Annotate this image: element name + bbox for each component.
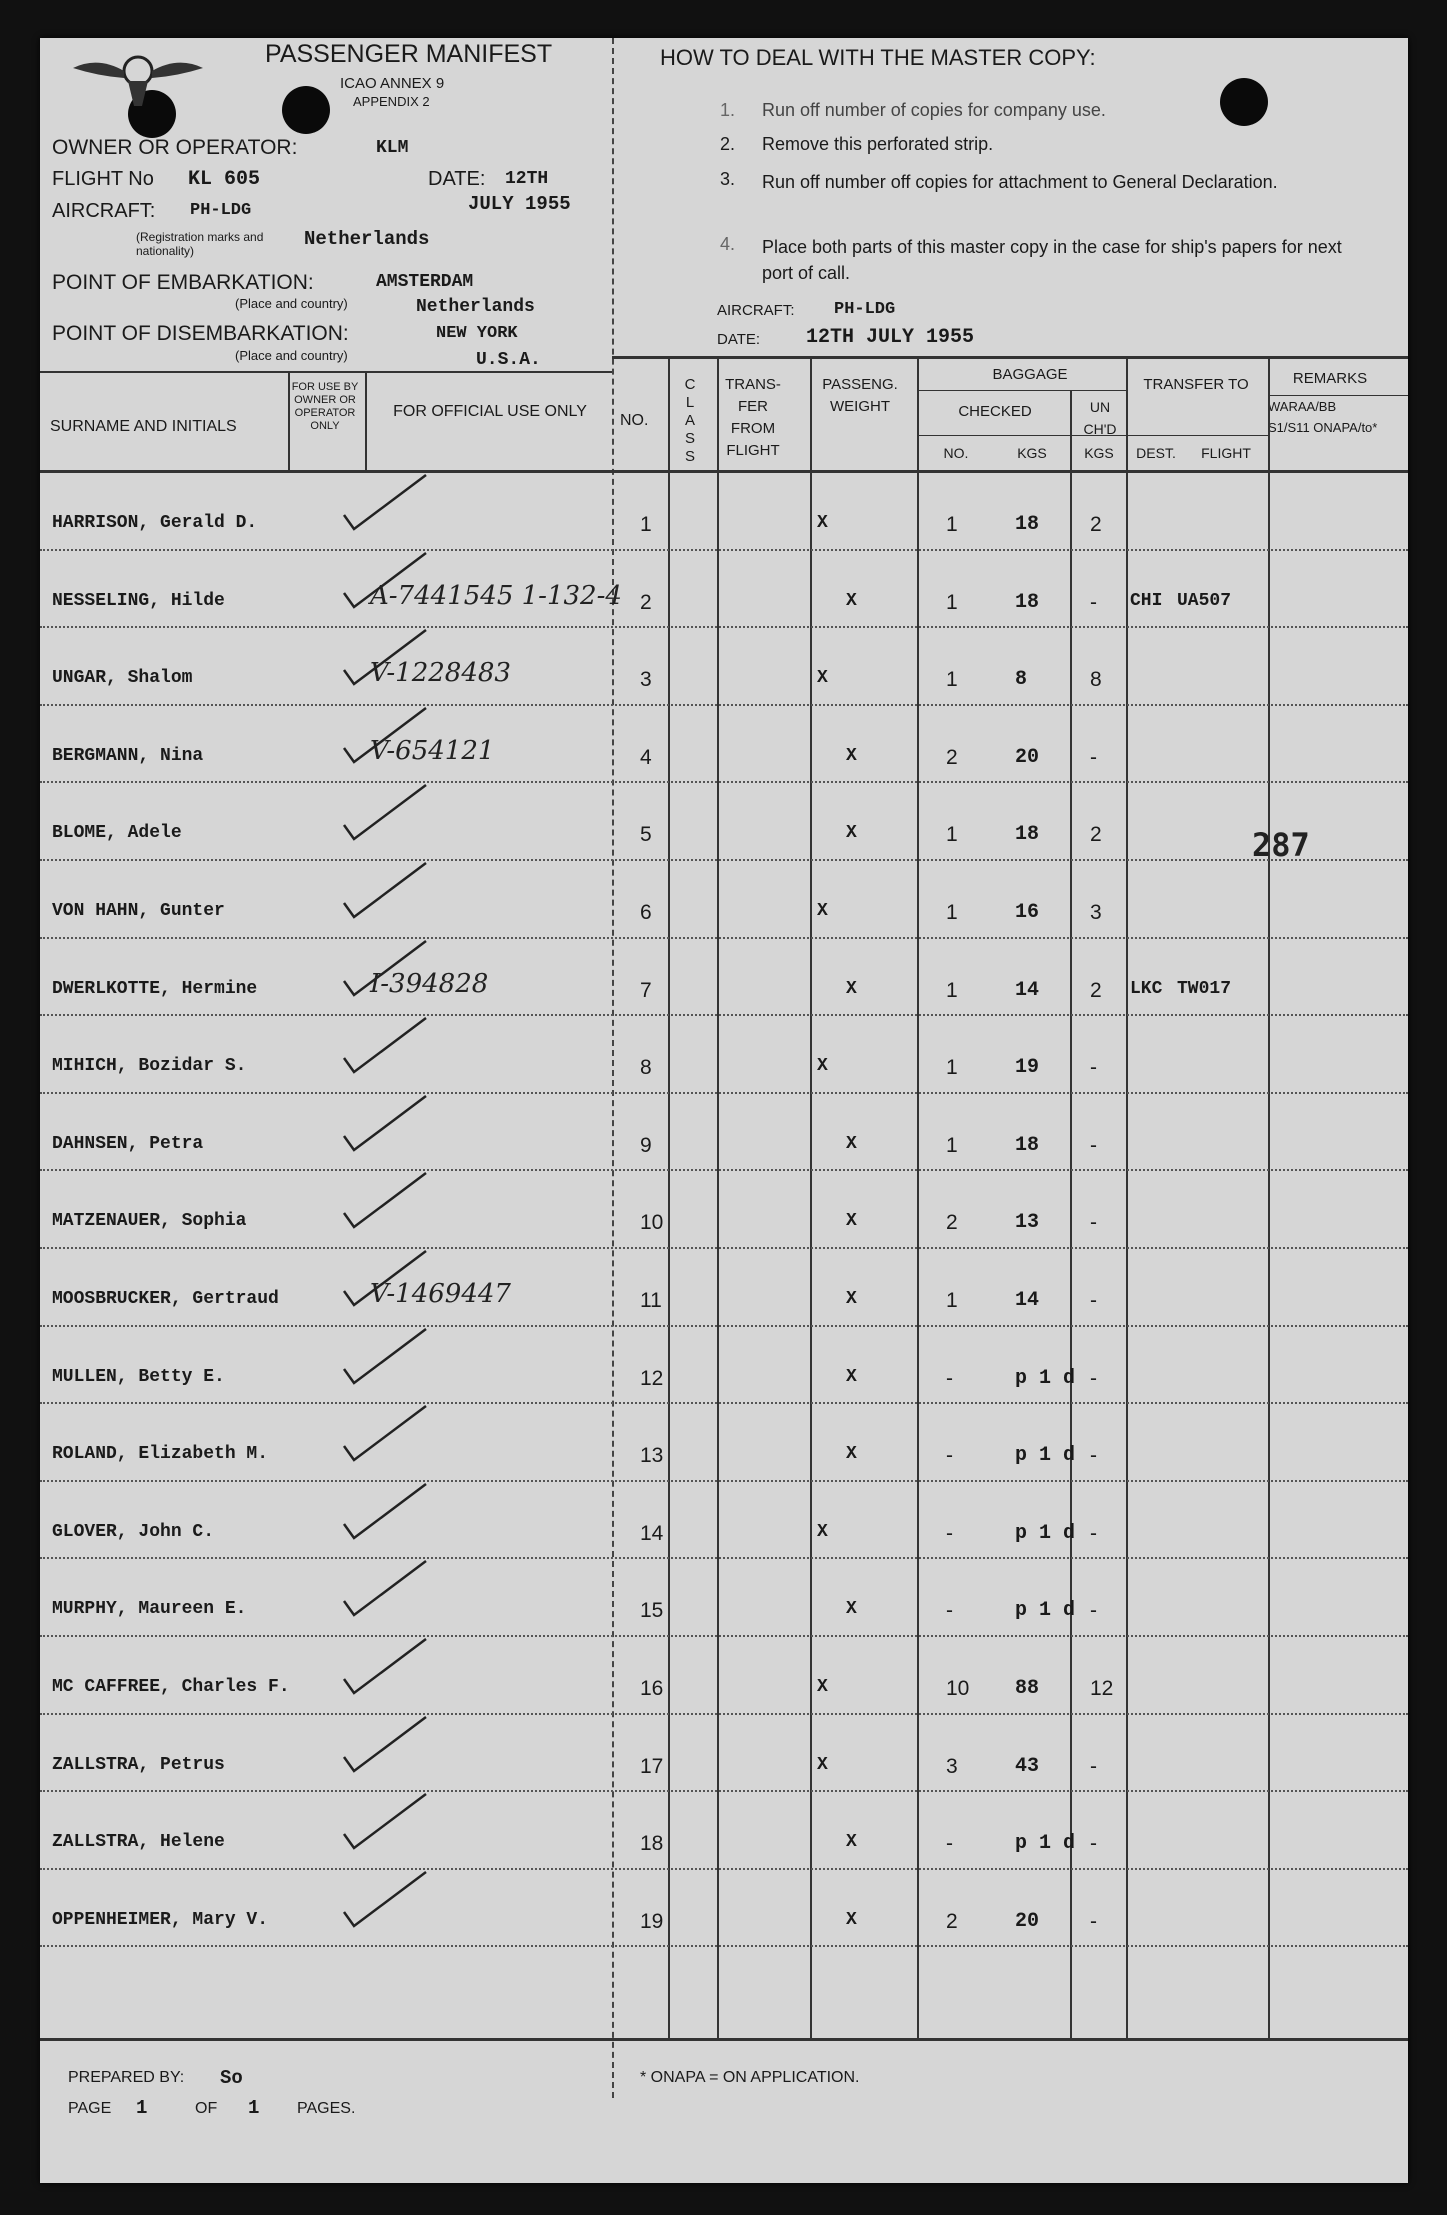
passenger-name: DAHNSEN, Petra xyxy=(52,1133,204,1154)
pages-label: PAGES. xyxy=(297,2100,356,2117)
transfer-flight: TW017 xyxy=(1177,978,1232,999)
header-divider-right xyxy=(612,356,1408,359)
flight-value: KL 605 xyxy=(188,168,261,191)
bag-count: 1 xyxy=(946,978,958,1002)
check-mark-icon xyxy=(340,1010,430,1080)
check-mark-icon xyxy=(340,1165,430,1235)
col-kgs: KGS xyxy=(1017,445,1047,461)
nationality-value: Netherlands xyxy=(304,228,430,250)
passenger-name: UNGAR, Shalom xyxy=(52,668,193,689)
bag-kgs: 18 xyxy=(1015,513,1040,536)
col-dest: DEST. xyxy=(1136,445,1176,461)
col-divider xyxy=(365,371,367,471)
instruction-1-num: 1. xyxy=(720,100,736,120)
bag-count: - xyxy=(946,1832,953,1856)
owner-label: OWNER OR OPERATOR: xyxy=(52,136,298,159)
col-class-label: CLASS xyxy=(684,376,696,465)
disembarkation-country: U.S.A. xyxy=(476,350,541,370)
bag-count: 1 xyxy=(946,668,958,692)
baggage-subrule xyxy=(917,390,1126,391)
bag-kgs: 20 xyxy=(1015,745,1040,769)
registration-note: (Registration marks and nationality) xyxy=(136,230,264,258)
col-no: NO. xyxy=(620,412,649,429)
bag-kgs: p 1 d xyxy=(1015,1599,1076,1623)
table-row xyxy=(40,628,1408,706)
passenger-number: 2 xyxy=(640,590,652,614)
passenger-name: VON HAHN, Gunter xyxy=(52,901,225,921)
check-mark-icon xyxy=(340,545,430,615)
weight-mark: X xyxy=(817,1521,828,1542)
instruction-2-num: 2. xyxy=(720,134,736,154)
bag-kgs: 88 xyxy=(1015,1677,1040,1700)
check-mark-icon xyxy=(340,1553,430,1623)
official-use-entry: I-394828 xyxy=(370,968,489,999)
unchecked-kgs: - xyxy=(1090,1599,1097,1623)
unchecked-kgs: - xyxy=(1090,745,1097,769)
instruction-3-num: 3. xyxy=(720,169,736,189)
bag-count: - xyxy=(946,1444,953,1468)
weight-mark: X xyxy=(846,1444,857,1465)
col-owner-use: FOR USE BY OWNER OR OPERATOR ONLY xyxy=(291,381,359,432)
passenger-number: 11 xyxy=(640,1289,662,1312)
transfer-flight: UA507 xyxy=(1177,590,1232,611)
passenger-number: 5 xyxy=(640,823,652,847)
passenger-name: HARRISON, Gerald D. xyxy=(52,513,258,533)
bag-count: 10 xyxy=(946,1677,970,1700)
prepared-by-label: PREPARED BY: xyxy=(68,2069,185,2086)
passenger-number: 17 xyxy=(640,1754,664,1778)
weight-mark: X xyxy=(817,1677,828,1697)
passenger-name: OPPENHEIMER, Mary V. xyxy=(52,1909,269,1930)
passenger-name: BERGMANN, Nina xyxy=(52,745,204,766)
disembarkation-label: POINT OF DISEMBARKATION: xyxy=(52,322,349,345)
klm-winged-logo xyxy=(68,46,208,116)
bag-count: 1 xyxy=(946,823,958,847)
unchecked-kgs: 3 xyxy=(1090,901,1102,924)
aircraft-label: AIRCRAFT: xyxy=(52,200,156,222)
date-value-day: 12TH xyxy=(505,169,549,189)
instruction-2-text: Remove this perforated strip. xyxy=(762,134,994,154)
passenger-number: 12 xyxy=(640,1366,664,1390)
embarkation-label: POINT OF EMBARKATION: xyxy=(52,271,314,294)
bag-kgs: p 1 d xyxy=(1015,1521,1076,1545)
page-value: 1 xyxy=(136,2097,148,2119)
passenger-number: 19 xyxy=(640,1909,664,1933)
disembarkation-city: NEW YORK xyxy=(436,324,518,343)
table-row xyxy=(40,1637,1408,1715)
official-use-entry: V-1228483 xyxy=(370,658,511,689)
passenger-number: 4 xyxy=(640,745,652,769)
check-mark-icon xyxy=(340,1321,430,1391)
bag-kgs: p 1 d xyxy=(1015,1444,1076,1468)
instruction-4-text: Place both parts of this master copy in the case for ship's papers for next port of call. xyxy=(762,237,1342,283)
weight-mark: X xyxy=(817,1056,828,1077)
of-value: 1 xyxy=(248,2097,260,2119)
official-use-entry: V-654121 xyxy=(370,735,495,766)
unchecked-kgs: - xyxy=(1090,1133,1097,1157)
col-official: FOR OFFICIAL USE ONLY xyxy=(393,403,587,420)
unchecked-kgs: - xyxy=(1090,1366,1097,1390)
bag-count: 1 xyxy=(946,513,958,536)
passenger-number: 3 xyxy=(640,668,652,692)
page-label: PAGE xyxy=(68,2100,112,2117)
header-divider xyxy=(40,371,612,373)
bag-kgs: 14 xyxy=(1015,1289,1040,1312)
check-mark-icon xyxy=(340,1398,430,1468)
table-row xyxy=(40,1171,1408,1249)
check-mark-icon xyxy=(340,467,430,537)
bag-kgs: 8 xyxy=(1015,668,1028,692)
weight-mark: X xyxy=(846,1133,857,1154)
check-mark-icon xyxy=(340,1476,430,1546)
bag-count: 2 xyxy=(946,1909,958,1933)
onapa-note: * ONAPA = ON APPLICATION. xyxy=(640,2069,860,2086)
baggage-subrule xyxy=(917,435,1268,436)
unchecked-kgs: - xyxy=(1090,590,1097,614)
right-date-label: DATE: xyxy=(717,331,761,348)
bag-kgs: 18 xyxy=(1015,1133,1040,1157)
unchecked-kgs: - xyxy=(1090,1521,1097,1545)
annex-label: ICAO ANNEX 9 xyxy=(340,75,445,92)
table-row xyxy=(40,783,1408,861)
col-transfer-from: TRANS- FER FROM FLIGHT xyxy=(725,376,781,459)
table-row xyxy=(40,1016,1408,1094)
disembarkation-note: (Place and country) xyxy=(235,348,348,363)
embarkation-country: Netherlands xyxy=(416,297,535,317)
unchecked-kgs: 2 xyxy=(1090,513,1102,536)
table-row xyxy=(40,1559,1408,1637)
passenger-number: 16 xyxy=(640,1677,664,1700)
passenger-number: 9 xyxy=(640,1133,652,1157)
unchecked-kgs: 8 xyxy=(1090,668,1102,692)
remarks-note: 287 xyxy=(1252,826,1310,864)
bag-kgs: 18 xyxy=(1015,590,1040,614)
table-row xyxy=(40,1094,1408,1172)
embarkation-note: (Place and country) xyxy=(235,296,348,311)
weight-mark: X xyxy=(846,745,857,766)
date-label: DATE: xyxy=(428,168,486,190)
unchecked-kgs: - xyxy=(1090,1832,1097,1856)
bag-count: 1 xyxy=(946,901,958,924)
passenger-name: ZALLSTRA, Petrus xyxy=(52,1754,225,1775)
passenger-number: 8 xyxy=(640,1056,652,1080)
weight-mark: X xyxy=(846,1211,857,1232)
of-label: OF xyxy=(195,2100,218,2117)
transfer-dest: CHI xyxy=(1130,590,1163,611)
unchecked-kgs: 12 xyxy=(1090,1677,1114,1700)
check-mark-icon xyxy=(340,622,430,692)
bag-kgs: 19 xyxy=(1015,1056,1040,1080)
bag-count: 2 xyxy=(946,1211,958,1235)
right-aircraft-value: PH-LDG xyxy=(834,300,896,319)
table-row xyxy=(40,1870,1408,1948)
unchecked-kgs: 2 xyxy=(1090,978,1102,1002)
col-checked: CHECKED xyxy=(958,403,1032,420)
col-divider xyxy=(288,371,290,471)
passenger-number: 10 xyxy=(640,1211,664,1235)
unchecked-kgs: - xyxy=(1090,1444,1097,1468)
weight-mark: X xyxy=(817,668,828,689)
weight-mark: X xyxy=(846,1832,857,1853)
col-remarks-sub: WARAA/BB S1/S11 ONAPA/to* xyxy=(1268,399,1378,435)
table-row xyxy=(40,1327,1408,1405)
right-date-value: 12TH JULY 1955 xyxy=(806,326,975,349)
col-remarks: REMARKS xyxy=(1292,370,1368,387)
instruction-4-num: 4. xyxy=(720,234,736,254)
weight-mark: X xyxy=(817,901,828,921)
col-passeng-weight: PASSENG. WEIGHT xyxy=(822,376,898,415)
check-mark-icon xyxy=(340,777,430,847)
bag-count: 1 xyxy=(946,1056,958,1080)
unchecked-kgs: - xyxy=(1090,1909,1097,1933)
bag-kgs: 13 xyxy=(1015,1211,1040,1235)
bag-kgs: p 1 d xyxy=(1015,1366,1076,1390)
flight-label: FLIGHT No xyxy=(52,168,154,190)
bag-kgs: 18 xyxy=(1015,823,1040,847)
check-mark-icon xyxy=(340,1243,430,1313)
passenger-number: 1 xyxy=(640,513,652,536)
table-row xyxy=(40,706,1408,784)
weight-mark: X xyxy=(846,1909,857,1930)
weight-mark: X xyxy=(846,590,857,611)
check-mark-icon xyxy=(340,1864,430,1934)
bag-kgs: p 1 d xyxy=(1015,1832,1076,1856)
bag-kgs: 20 xyxy=(1015,1909,1040,1933)
col-transfer-to: TRANSFER TO xyxy=(1143,376,1249,393)
col-unchd: UN CH'D xyxy=(1083,399,1117,437)
official-use-entry: A-7441545 1-132-4 xyxy=(370,580,622,611)
passenger-number: 15 xyxy=(640,1599,664,1623)
col-bag-no: NO. xyxy=(943,445,969,461)
check-mark-icon xyxy=(340,1709,430,1779)
col-unchd-kgs: KGS xyxy=(1084,445,1114,461)
passenger-name: NESSELING, Hilde xyxy=(52,590,225,611)
passenger-name: MURPHY, Maureen E. xyxy=(52,1599,247,1620)
weight-mark: X xyxy=(846,1366,857,1387)
bag-count: 1 xyxy=(946,1289,958,1312)
transfer-dest: LKC xyxy=(1130,978,1163,999)
passenger-number: 7 xyxy=(640,978,652,1002)
passenger-name: MC CAFFREE, Charles F. xyxy=(52,1677,290,1697)
weight-mark: X xyxy=(846,1289,857,1309)
bag-kgs: 14 xyxy=(1015,978,1040,1002)
embarkation-city: AMSTERDAM xyxy=(376,272,474,292)
bag-kgs: 16 xyxy=(1015,901,1040,924)
col-baggage: BAGGAGE xyxy=(992,366,1068,383)
unchecked-kgs: - xyxy=(1090,1289,1097,1312)
weight-mark: X xyxy=(846,1599,857,1620)
passenger-name: ROLAND, Elizabeth M. xyxy=(52,1444,269,1465)
table-row xyxy=(40,1404,1408,1482)
passenger-number: 14 xyxy=(640,1521,664,1545)
check-mark-icon xyxy=(340,1088,430,1158)
instruction-3-text: Run off number off copies for attachment to General Declaration. xyxy=(762,172,1278,192)
table-row xyxy=(40,1249,1408,1327)
col-class xyxy=(682,376,698,466)
unchecked-kgs: - xyxy=(1090,1211,1097,1235)
table-row xyxy=(40,861,1408,939)
col-flight: FLIGHT xyxy=(1201,445,1251,461)
check-mark-icon xyxy=(340,855,430,925)
punch-hole xyxy=(282,86,330,134)
row-rule xyxy=(40,1945,1408,1947)
manifest-sheet xyxy=(40,38,1408,2183)
bag-count: 2 xyxy=(946,745,958,769)
unchecked-kgs: 2 xyxy=(1090,823,1102,847)
bag-count: - xyxy=(946,1521,953,1545)
passenger-number: 18 xyxy=(640,1832,664,1856)
unchecked-kgs: - xyxy=(1090,1754,1097,1778)
check-mark-icon xyxy=(340,1786,430,1856)
table-row xyxy=(40,1792,1408,1870)
appendix-label: APPENDIX 2 xyxy=(353,94,430,109)
passenger-number: 6 xyxy=(640,901,652,924)
weight-mark: X xyxy=(817,1754,828,1775)
col-surname: SURNAME AND INITIALS xyxy=(50,418,237,435)
weight-mark: X xyxy=(846,823,857,844)
check-mark-icon xyxy=(340,1631,430,1701)
passenger-name: ZALLSTRA, Helene xyxy=(52,1832,225,1853)
instruction-1-text: Run off number of copies for company use. xyxy=(762,100,1106,120)
remarks-subrule xyxy=(1268,395,1408,396)
owner-value: KLM xyxy=(376,138,409,158)
check-mark-icon xyxy=(340,700,430,770)
instructions-title: HOW TO DEAL WITH THE MASTER COPY: xyxy=(660,45,1096,70)
bag-count: - xyxy=(946,1366,953,1390)
prepared-by-value: So xyxy=(220,2067,243,2089)
table-row xyxy=(40,1715,1408,1793)
passenger-name: BLOME, Adele xyxy=(52,823,182,844)
passenger-name: MOOSBRUCKER, Gertraud xyxy=(52,1289,279,1309)
bag-count: - xyxy=(946,1599,953,1623)
weight-mark: X xyxy=(846,978,857,999)
bag-count: 1 xyxy=(946,1133,958,1157)
table-row xyxy=(40,473,1408,551)
manifest-title: PASSENGER MANIFEST xyxy=(265,40,553,68)
bag-kgs: 43 xyxy=(1015,1754,1040,1778)
weight-mark: X xyxy=(817,513,828,533)
passenger-name: DWERLKOTTE, Hermine xyxy=(52,978,258,999)
bag-count: 1 xyxy=(946,590,958,614)
passenger-name: MIHICH, Bozidar S. xyxy=(52,1056,247,1077)
table-row xyxy=(40,939,1408,1017)
bag-count: 3 xyxy=(946,1754,958,1778)
footer-rule xyxy=(40,2038,1408,2041)
check-mark-icon xyxy=(340,933,430,1003)
passenger-name: MULLEN, Betty E. xyxy=(52,1366,225,1387)
passenger-number: 13 xyxy=(640,1444,664,1468)
passenger-name: MATZENAUER, Sophia xyxy=(52,1211,247,1232)
punch-hole xyxy=(1220,78,1268,126)
date-value-month: JULY 1955 xyxy=(468,193,571,215)
right-aircraft-label: AIRCRAFT: xyxy=(717,302,795,319)
unchecked-kgs: - xyxy=(1090,1056,1097,1080)
official-use-entry: V-1469447 xyxy=(370,1279,511,1309)
table-row xyxy=(40,1482,1408,1560)
table-row xyxy=(40,551,1408,629)
passenger-name: GLOVER, John C. xyxy=(52,1521,215,1542)
aircraft-value: PH-LDG xyxy=(190,201,252,220)
